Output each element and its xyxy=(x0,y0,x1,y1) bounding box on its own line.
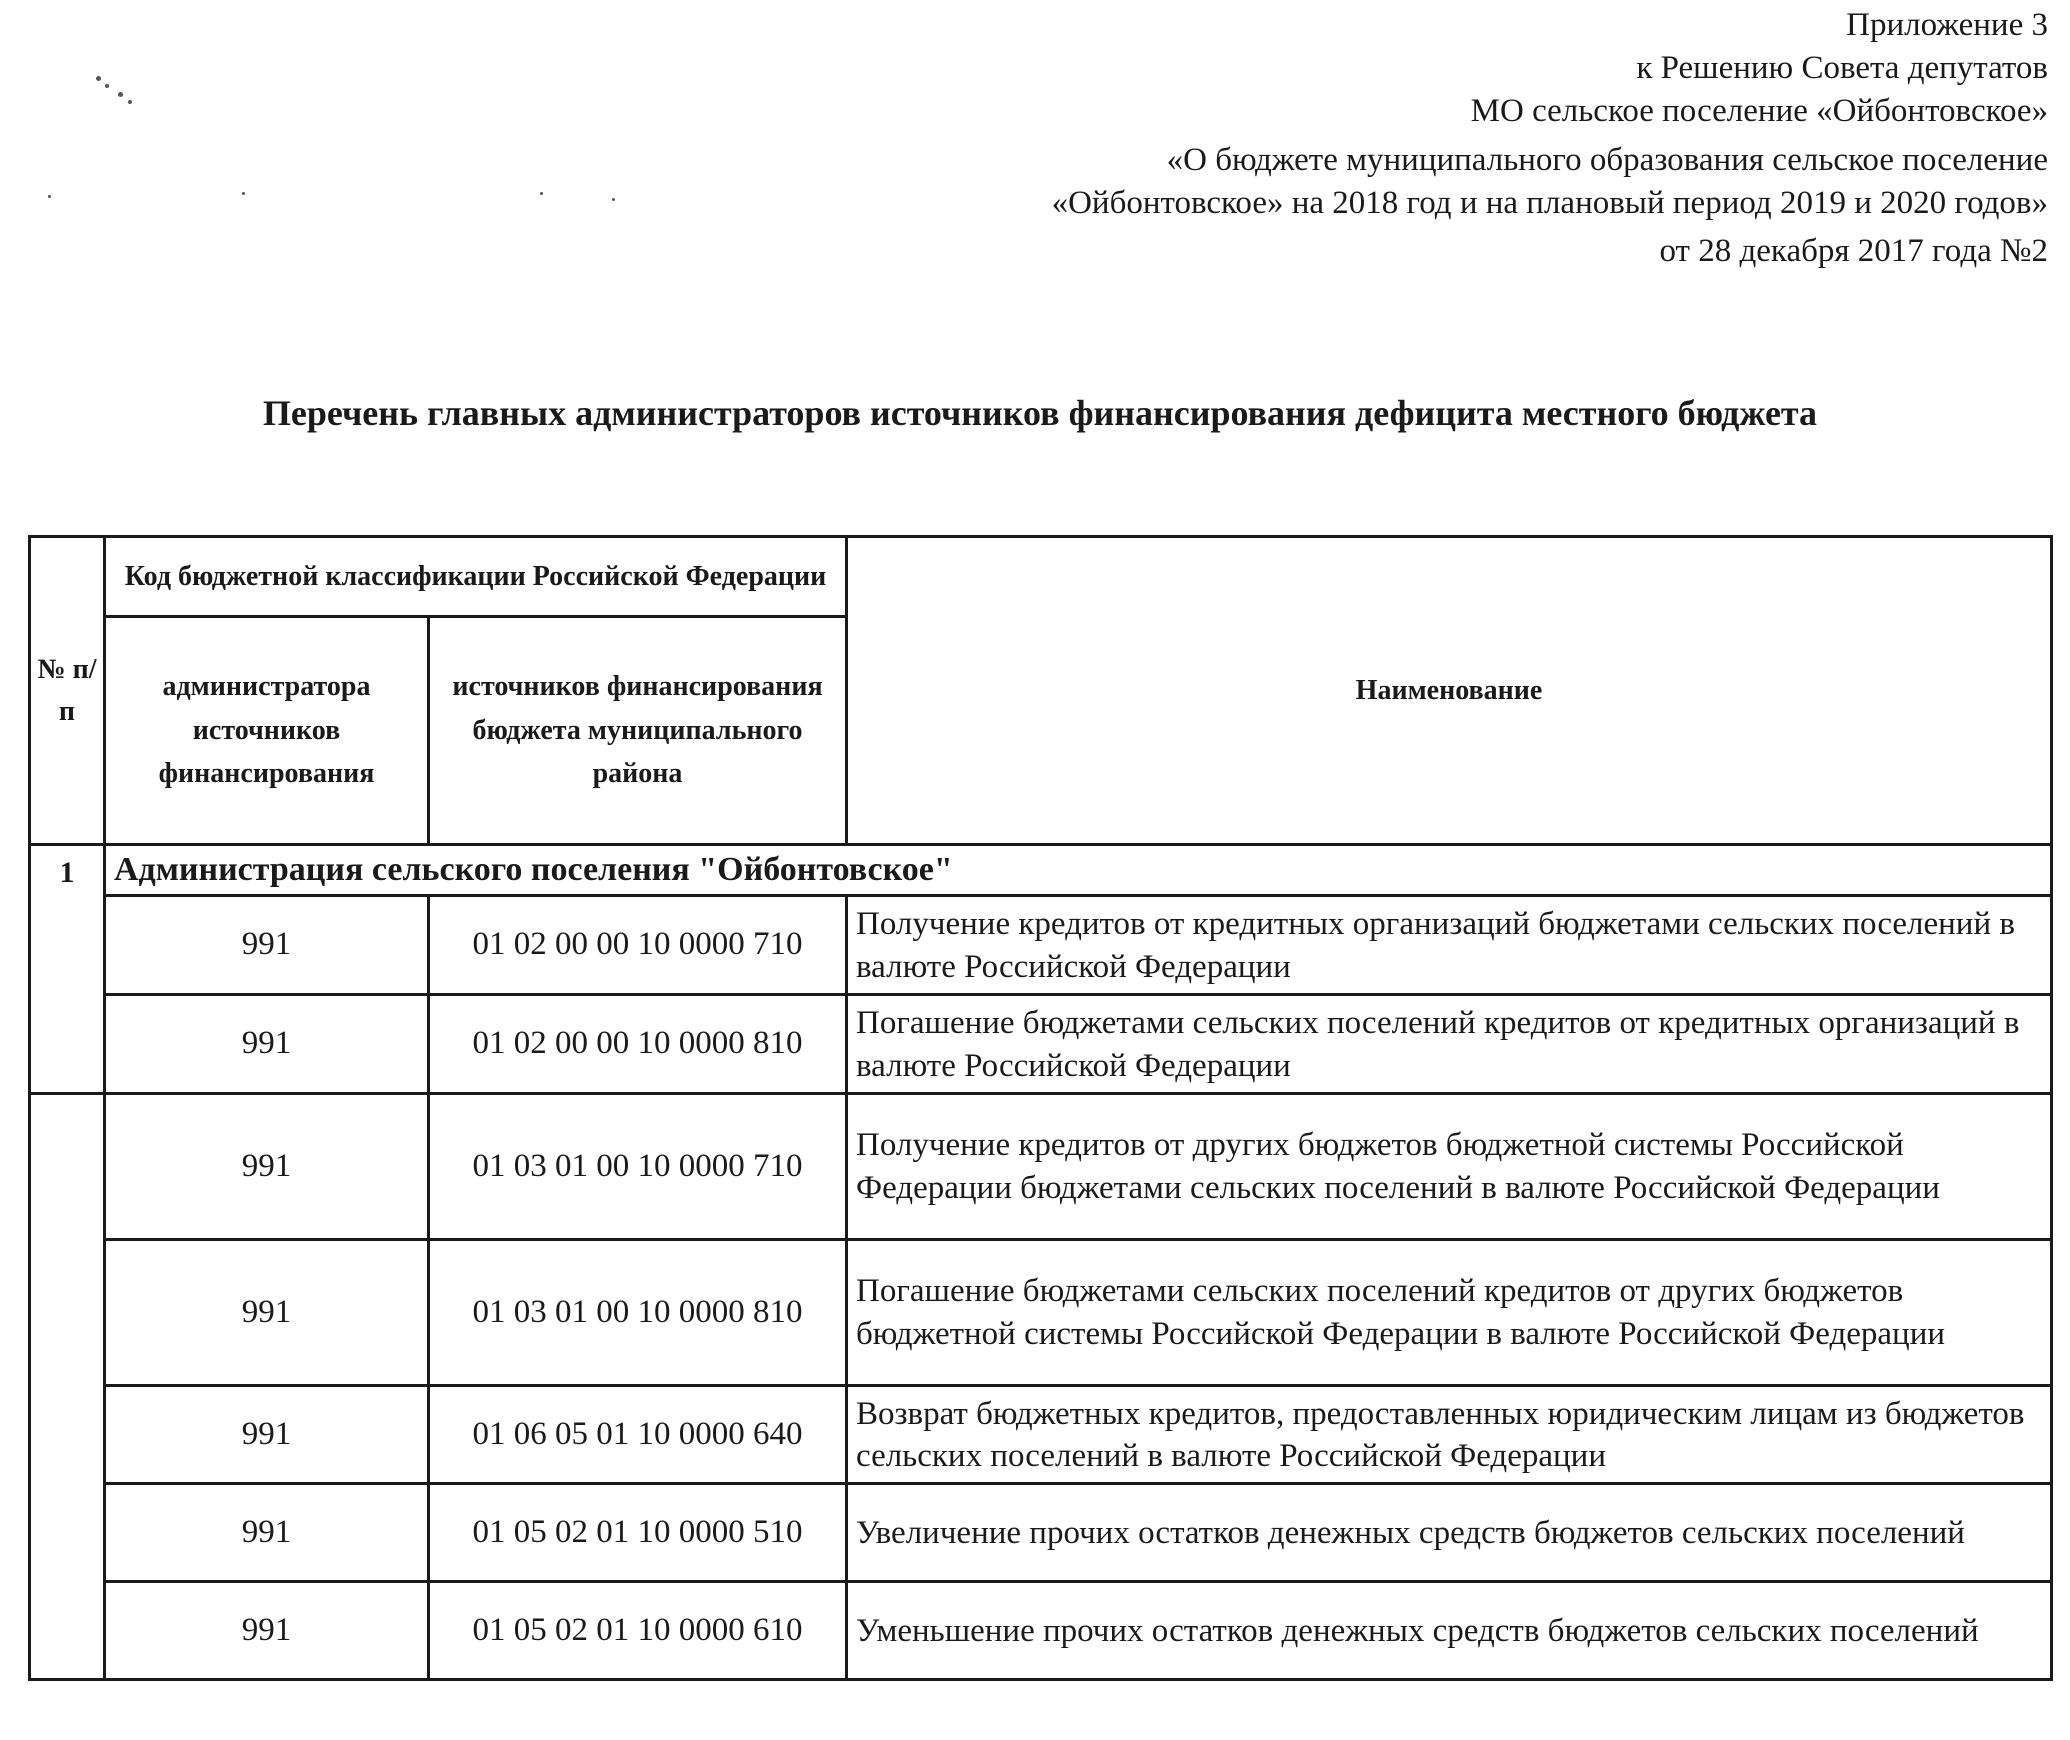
section-number: 1 xyxy=(30,845,105,1094)
section-row xyxy=(30,845,2052,896)
header-line-budget-period: «Ойбонтовское» на 2018 год и на плановый период 2019 и 2020 годов» xyxy=(1051,184,2048,221)
header-line-date: от 28 декабря 2017 года №2 xyxy=(1659,233,2048,270)
section-title: Администрация сельского поселения "Ойбонтовское" xyxy=(105,845,2052,896)
administrators-table xyxy=(28,535,2053,1681)
scan-speck xyxy=(540,192,543,195)
document-title: Перечень главных администраторов источников финансирования дефицита местного бюджета xyxy=(262,393,1818,433)
document-header xyxy=(1052,4,2048,273)
table-row xyxy=(30,1239,2052,1385)
scan-speck xyxy=(105,84,109,88)
scan-speck xyxy=(96,76,101,81)
admin-code-cell: 991 xyxy=(105,1093,429,1239)
source-code-cell: 01 06 05 01 10 0000 640 xyxy=(429,1385,847,1484)
admin-code-cell: 991 xyxy=(105,896,429,995)
header-num: № п/п xyxy=(30,537,105,845)
header-code-source: источников финансирования бюджета муниципального района xyxy=(429,617,847,845)
scan-speck xyxy=(612,198,615,201)
source-code-cell: 01 05 02 01 10 0000 610 xyxy=(429,1582,847,1680)
source-code-cell: 01 02 00 00 10 0000 710 xyxy=(429,896,847,995)
table-row xyxy=(30,1484,2052,1582)
name-cell: Получение кредитов от кредитных организаций бюджетами сельских поселений в валюте Российской Федерации xyxy=(847,896,2052,995)
header-line-appendix: Приложение 3 xyxy=(1846,7,2048,43)
scan-speck xyxy=(242,192,245,195)
scan-speck xyxy=(48,195,51,198)
header-line-decision: к Решению Совета депутатов xyxy=(1636,49,2048,86)
header-line-municipality: МО сельское поселение «Ойбонтовское» xyxy=(1470,92,2048,129)
header-line-budget-title: «О бюджете муниципального образования сельское поселение xyxy=(1166,141,2048,178)
header-code-admin: администратора источников финансирования xyxy=(105,617,429,845)
table-row xyxy=(30,994,2052,1093)
scan-speck xyxy=(118,92,123,97)
name-cell: Получение кредитов от других бюджетов бюджетной системы Российской Федерации бюджетами сельских поселений в валюте Российской Федерации xyxy=(847,1093,2052,1239)
admin-code-cell: 991 xyxy=(105,1484,429,1582)
source-code-cell: 01 03 01 00 10 0000 810 xyxy=(429,1239,847,1385)
admin-code-cell: 991 xyxy=(105,1239,429,1385)
name-cell: Уменьшение прочих остатков денежных средств бюджетов сельских поселений xyxy=(847,1582,2052,1680)
name-cell: Возврат бюджетных кредитов, предоставленных юридическим лицам из бюджетов сельских поселений в валюте Российской Федерации xyxy=(847,1385,2052,1484)
table-header-row xyxy=(30,537,2052,617)
admin-code-cell: 991 xyxy=(105,1385,429,1484)
name-cell: Увеличение прочих остатков денежных средств бюджетов сельских поселений xyxy=(847,1484,2052,1582)
admin-code-cell: 991 xyxy=(105,1582,429,1680)
source-code-cell: 01 02 00 00 10 0000 810 xyxy=(429,994,847,1093)
header-code-group: Код бюджетной классификации Российской Федерации xyxy=(105,537,847,617)
table-row xyxy=(30,1385,2052,1484)
table-row xyxy=(30,896,2052,995)
empty-number-cell xyxy=(30,1093,105,1680)
table-row xyxy=(30,1582,2052,1680)
table-row xyxy=(30,1093,2052,1239)
admin-code-cell: 991 xyxy=(105,994,429,1093)
source-code-cell: 01 03 01 00 10 0000 710 xyxy=(429,1093,847,1239)
source-code-cell: 01 05 02 01 10 0000 510 xyxy=(429,1484,847,1582)
name-cell: Погашение бюджетами сельских поселений кредитов от других бюджетов бюджетной системы Российской Федерации в валюте Российской Федерации xyxy=(847,1239,2052,1385)
scan-speck xyxy=(128,100,132,104)
name-cell: Погашение бюджетами сельских поселений кредитов от кредитных организаций в валюте Российской Федерации xyxy=(847,994,2052,1093)
header-name: Наименование xyxy=(847,537,2052,845)
